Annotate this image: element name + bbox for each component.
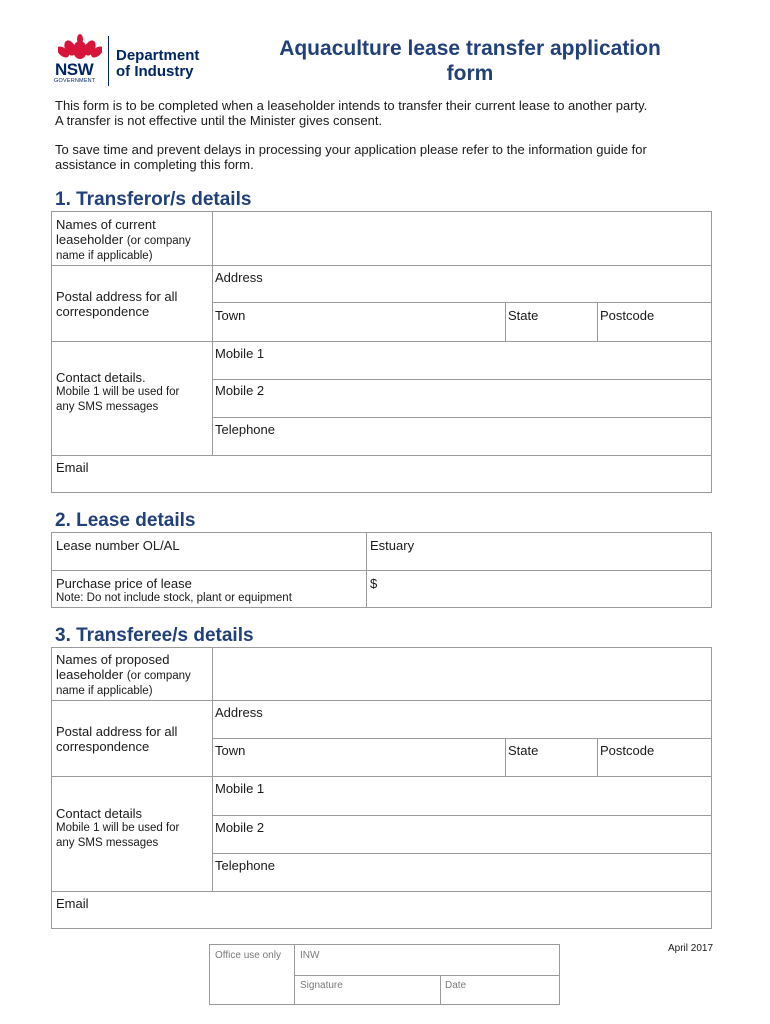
telephone-label: Telephone <box>215 422 275 437</box>
transferee-address-field[interactable] <box>215 705 709 735</box>
email-label: Email <box>56 460 89 475</box>
divider <box>505 738 506 776</box>
divider <box>52 700 711 701</box>
mobile2-label: Mobile 2 <box>215 383 265 398</box>
transferor-names-field[interactable] <box>213 212 711 265</box>
intro-p1-line1: This form is to be completed when a leaseholder intends to transfer their current lease to another party. <box>55 98 648 113</box>
postal-label-line1: Postal address for all <box>56 724 178 739</box>
nsw-department-logo <box>52 34 232 90</box>
date-field[interactable] <box>445 980 555 1002</box>
divider <box>52 455 711 456</box>
purchase-price-title: Purchase price of lease <box>56 576 192 591</box>
transferor-telephone-field[interactable] <box>215 422 709 452</box>
estuary-field[interactable] <box>370 538 708 568</box>
purchase-price-field[interactable] <box>370 576 708 604</box>
logo-nsw-text: NSW <box>55 60 94 79</box>
intro-p2-line2: assistance in completing this form. <box>55 157 254 172</box>
lease-number-label: Lease number OL/AL <box>56 538 180 553</box>
transferor-state-field[interactable] <box>508 308 595 338</box>
transferee-telephone-field[interactable] <box>215 858 709 888</box>
names-label-line2: leaseholder <box>56 232 124 247</box>
form-version-date: April 2017 <box>668 943 714 954</box>
mobile1-label: Mobile 1 <box>215 346 265 361</box>
names-label-hint: (or company <box>126 235 191 247</box>
transferor-mobile2-field[interactable] <box>215 383 709 413</box>
telephone-label: Telephone <box>215 858 275 873</box>
state-label: State <box>508 308 539 323</box>
intro-paragraph-2 <box>55 142 725 172</box>
postcode-label: Postcode <box>600 743 655 758</box>
contact-note-line1: Mobile 1 will be used for <box>56 822 180 834</box>
transferee-state-field[interactable] <box>508 743 595 773</box>
postal-label-line2: correspondence <box>56 739 150 754</box>
transferor-address-field[interactable] <box>215 270 709 300</box>
section-1-title: 1. Transferor/s details <box>55 189 252 210</box>
names-label <box>56 652 212 699</box>
contact-note-line2: any SMS messages <box>56 401 159 413</box>
address-label: Address <box>215 705 263 720</box>
lease-table <box>51 532 712 608</box>
divider <box>212 302 711 303</box>
divider <box>52 776 711 777</box>
divider <box>505 302 506 341</box>
page-title <box>245 36 695 86</box>
postcode-label: Postcode <box>600 308 655 323</box>
office-use-box <box>209 944 560 1005</box>
names-label-line1: Names of proposed <box>56 652 170 667</box>
transferee-mobile1-field[interactable] <box>215 781 709 811</box>
transferor-table <box>51 211 712 493</box>
address-label: Address <box>215 270 263 285</box>
transferor-mobile1-field[interactable] <box>215 346 709 376</box>
lease-number-field[interactable] <box>56 538 364 568</box>
divider <box>212 379 711 380</box>
logo-dept-line1: Department <box>116 47 200 64</box>
contact-note-line2: any SMS messages <box>56 837 159 849</box>
transferee-email-field[interactable] <box>56 896 709 926</box>
transferor-town-field[interactable] <box>215 308 503 338</box>
page-title-line1: Aquaculture lease transfer application <box>279 37 661 60</box>
dollar-sign: $ <box>370 576 378 591</box>
intro-p2-line1: To save time and prevent delays in processing your application please refer to the information guide for <box>55 142 647 157</box>
waratah-icon <box>58 34 102 62</box>
transferor-email-field[interactable] <box>56 460 709 490</box>
divider <box>52 570 711 571</box>
postal-label <box>56 289 212 319</box>
divider <box>212 815 711 816</box>
names-label-line1: Names of current <box>56 217 156 232</box>
intro-p1-line2: A transfer is not effective until the Minister gives consent. <box>55 113 383 128</box>
town-label: Town <box>215 743 246 758</box>
transferee-town-field[interactable] <box>215 743 503 773</box>
divider <box>52 265 711 266</box>
purchase-price-label <box>56 576 364 606</box>
section-2-title: 2. Lease details <box>55 510 196 531</box>
inw-field[interactable] <box>300 950 555 972</box>
divider <box>52 341 711 342</box>
estuary-label: Estuary <box>370 538 415 553</box>
state-label: State <box>508 743 539 758</box>
contact-label <box>56 370 212 415</box>
divider <box>597 302 598 341</box>
contact-label <box>56 806 212 851</box>
logo-divider <box>108 36 109 86</box>
signature-field[interactable] <box>300 980 436 1002</box>
section-3-title: 3. Transferee/s details <box>55 625 254 646</box>
names-label-line2: leaseholder <box>56 667 124 682</box>
office-use-label: Office use only <box>215 950 281 961</box>
divider <box>294 975 559 976</box>
transferor-postcode-field[interactable] <box>600 308 708 338</box>
names-label-hint: (or company <box>126 670 191 682</box>
divider <box>212 738 711 739</box>
transferee-mobile2-field[interactable] <box>215 820 709 850</box>
postal-label-line2: correspondence <box>56 304 150 319</box>
divider <box>597 738 598 776</box>
intro-paragraph-1 <box>55 98 725 128</box>
contact-label-title: Contact details. <box>56 370 146 385</box>
postal-label <box>56 724 212 754</box>
postal-label-line1: Postal address for all <box>56 289 178 304</box>
transferee-names-field[interactable] <box>213 648 711 700</box>
contact-note-line1: Mobile 1 will be used for <box>56 386 180 398</box>
purchase-price-note: Note: Do not include stock, plant or equipment <box>56 592 292 604</box>
mobile1-label: Mobile 1 <box>215 781 265 796</box>
transferee-table <box>51 647 712 929</box>
logo-dept-line2: of Industry <box>116 63 194 80</box>
signature-label: Signature <box>300 980 343 991</box>
mobile2-label: Mobile 2 <box>215 820 265 835</box>
divider <box>440 975 441 1004</box>
email-label: Email <box>56 896 89 911</box>
logo-department-name <box>116 48 199 80</box>
names-label-hint-2: name if applicable) <box>56 250 153 262</box>
names-label <box>56 217 212 264</box>
inw-label: INW <box>300 950 320 961</box>
divider <box>212 853 711 854</box>
divider <box>212 417 711 418</box>
page-title-line2: form <box>446 62 494 85</box>
divider <box>52 891 711 892</box>
contact-label-title: Contact details <box>56 806 142 821</box>
names-label-hint-2: name if applicable) <box>56 685 153 697</box>
date-label: Date <box>445 980 467 991</box>
logo-government-text: GOVERNMENT <box>54 78 96 84</box>
town-label: Town <box>215 308 246 323</box>
transferee-postcode-field[interactable] <box>600 743 708 773</box>
